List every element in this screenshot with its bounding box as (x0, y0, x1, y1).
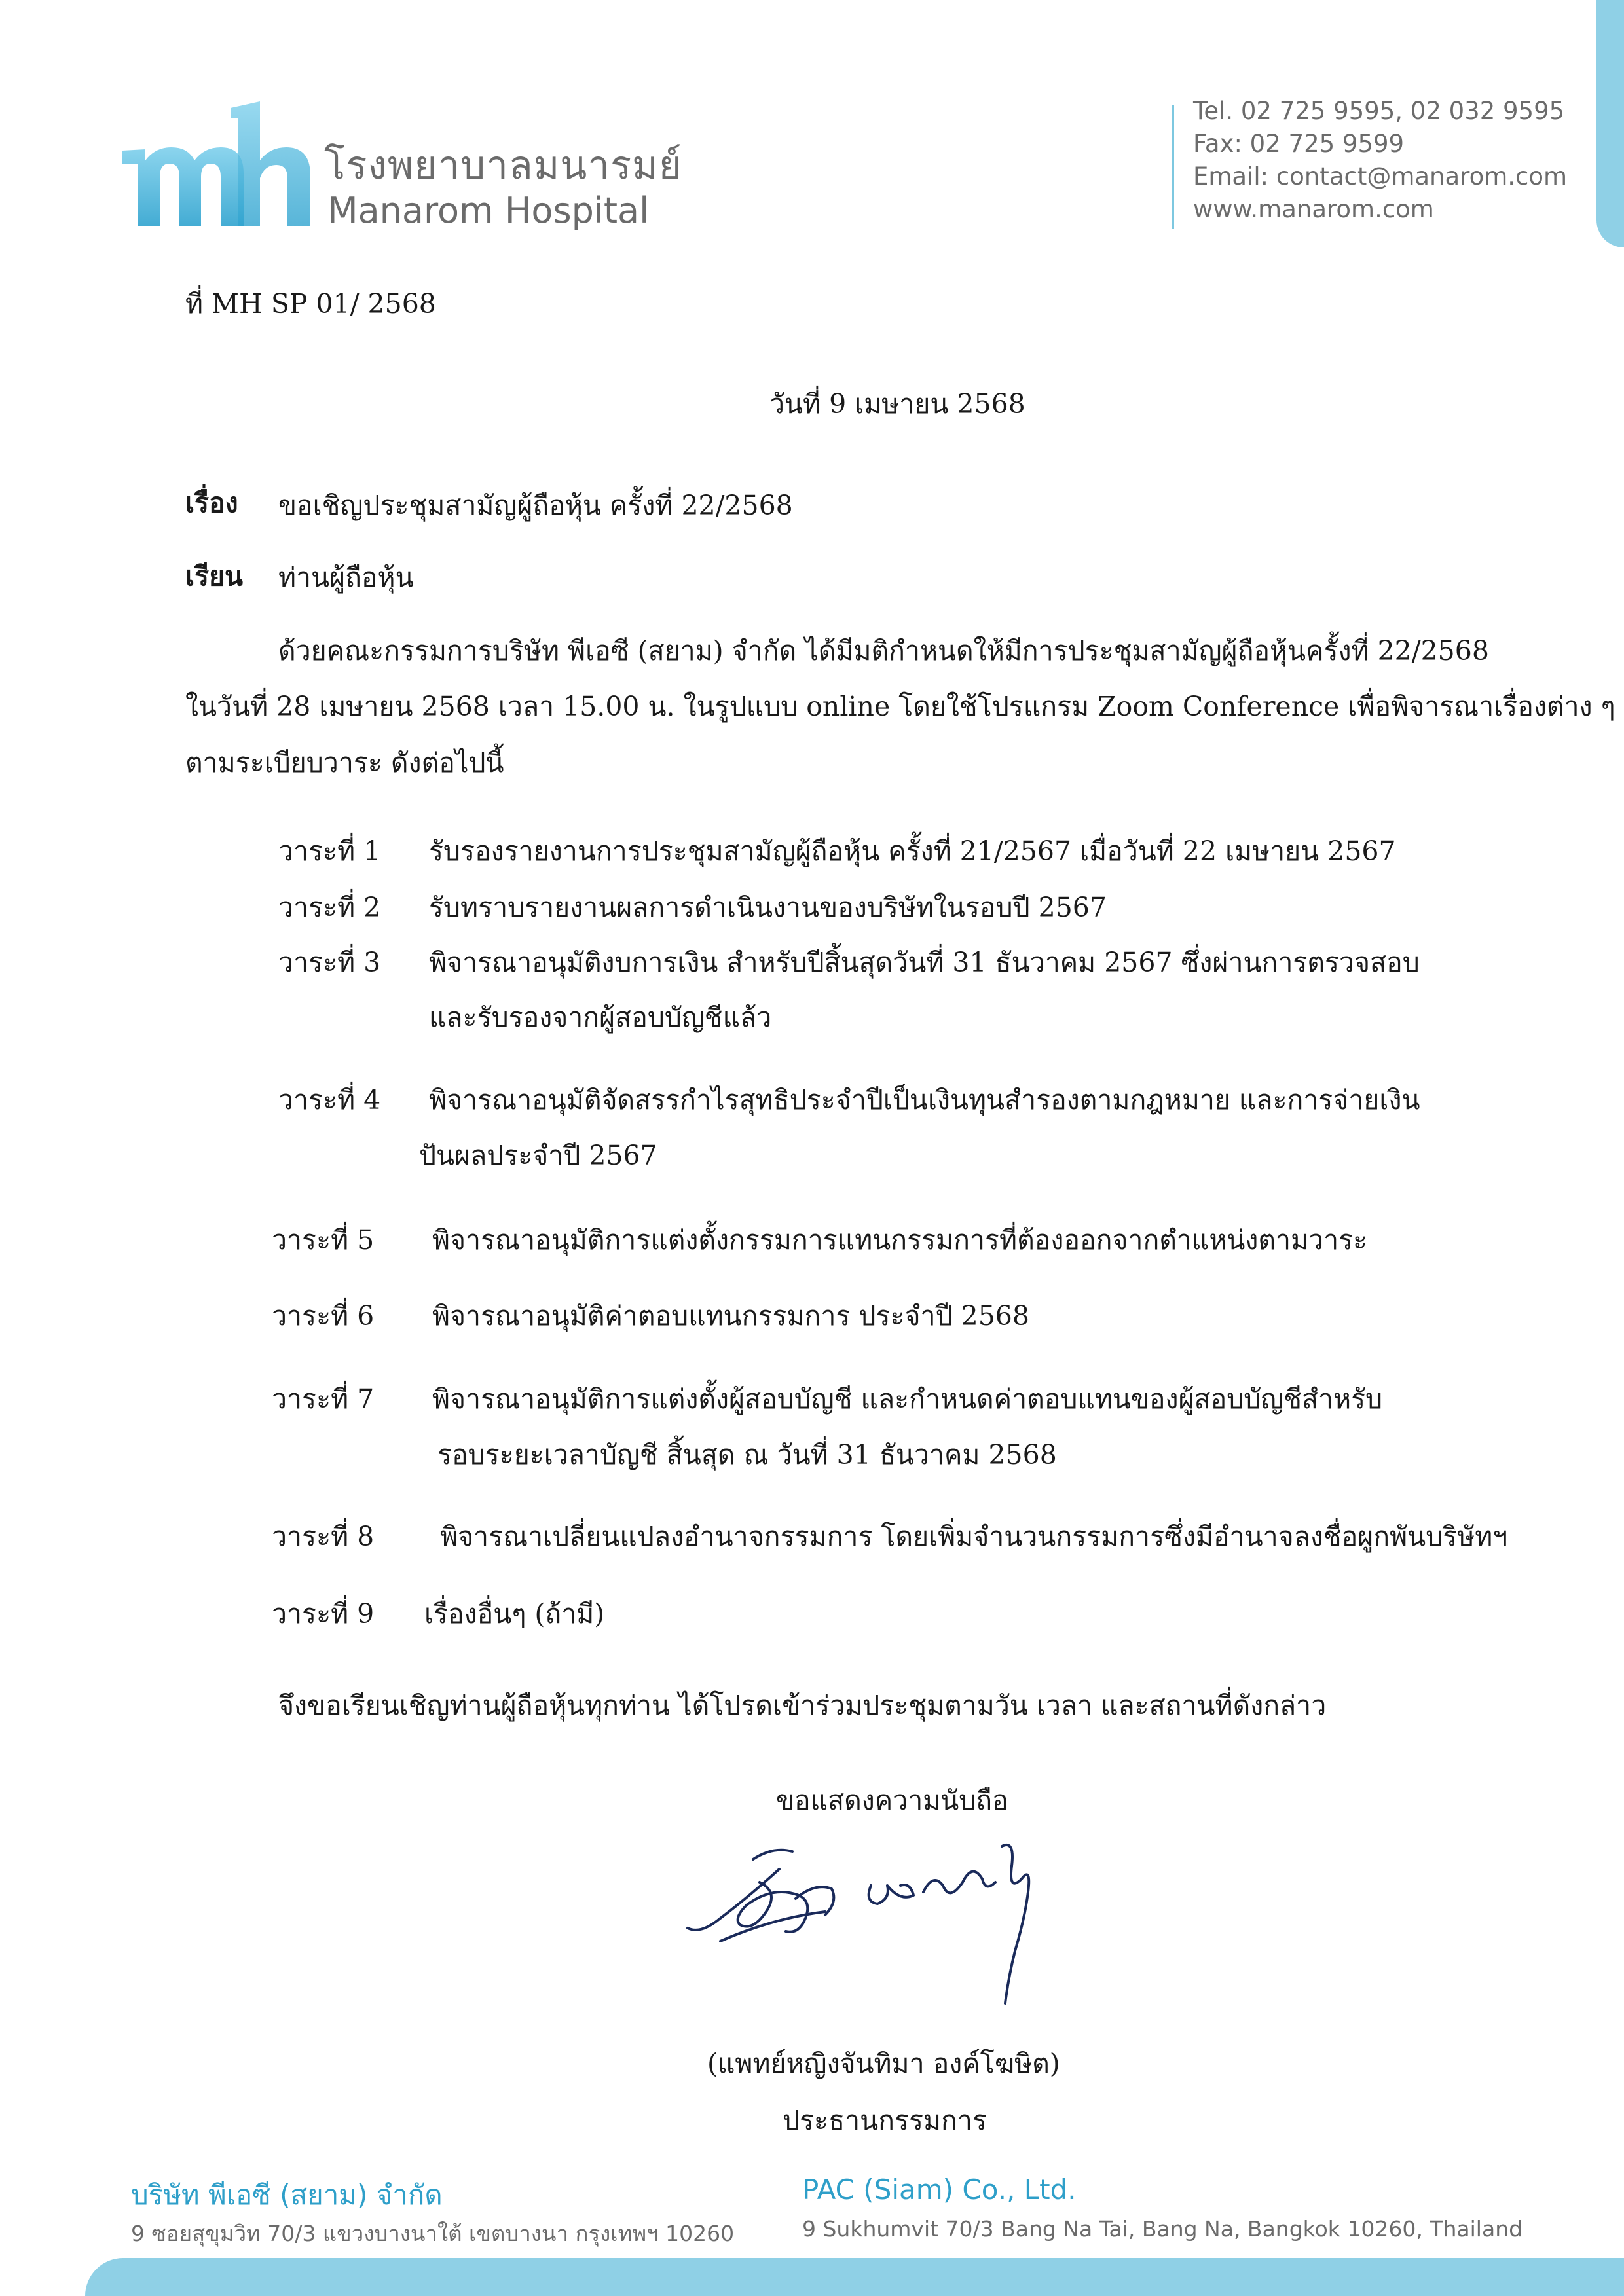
agenda-text: รับรองรายงานการประชุมสามัญผู้ถือหุ้น ครั้งที่ 21/2567 เมื่อวันที่ 22 เมษายน 2567 (429, 835, 1396, 867)
decorative-strip-bottom (85, 2258, 1624, 2296)
closing-invitation: จึงขอเรียนเชิญท่านผู้ถือหุ้นทุกท่าน ได้โปรดเข้าร่วมประชุมตามวัน เวลา และสถานที่ดังกล่าว (278, 1690, 1327, 1721)
agenda-label: วาระที่ 1 (278, 835, 381, 867)
decorative-strip-right (1596, 0, 1624, 247)
agenda-text: พิจารณาอนุมัติการแต่งตั้งผู้สอบบัญชี และกำหนดค่าตอบแทนของผู้สอบบัญชีสำหรับ (432, 1383, 1383, 1415)
hospital-name-english: Manarom Hospital (327, 190, 650, 231)
regards: ขอแสดงความนับถือ (776, 1785, 1008, 1816)
letter-date: วันที่ 9 เมษายน 2568 (769, 388, 1025, 420)
agenda-label: วาระที่ 2 (278, 892, 381, 923)
agenda-label: วาระที่ 3 (278, 947, 381, 978)
footer-address-thai: 9 ซอยสุขุมวิท 70/3 แขวงบางนาใต้ เขตบางนา กรุงเทพฯ 10260 (131, 2221, 735, 2246)
contact-fax: Fax: 02 725 9599 (1193, 130, 1405, 158)
footer-company-english: PAC (Siam) Co., Ltd. (802, 2174, 1077, 2206)
recipient-text: ท่านผู้ถือหุ้น (278, 562, 414, 593)
agenda-text: เรื่องอื่นๆ (ถ้ามี) (424, 1598, 605, 1630)
footer-address-english: 9 Sukhumvit 70/3 Bang Na Tai, Bang Na, Bangkok 10260, Thailand (802, 2216, 1523, 2242)
intro-line: ตามระเบียบวาระ ดังต่อไปนี้ (185, 747, 504, 778)
handwritten-signature-icon (674, 1820, 1080, 2016)
agenda-label: วาระที่ 4 (278, 1084, 381, 1116)
reference-number: ที่ MH SP 01/ 2568 (185, 288, 436, 319)
subject-text: ขอเชิญประชุมสามัญผู้ถือหุ้น ครั้งที่ 22/2568 (278, 490, 793, 521)
agenda-text: พิจารณาอนุมัติค่าตอบแทนกรรมการ ประจำปี 2568 (432, 1300, 1029, 1332)
agenda-label: วาระที่ 6 (272, 1300, 375, 1332)
contact-tel: Tel. 02 725 9595, 02 032 9595 (1193, 97, 1565, 125)
signer-title: ประธานกรรมการ (783, 2105, 987, 2136)
agenda-label: วาระที่ 7 (272, 1383, 375, 1415)
recipient-label: เรียน (185, 560, 244, 592)
agenda-text: พิจารณาอนุมัติงบการเงิน สำหรับปีสิ้นสุดวันที่ 31 ธันวาคม 2567 ซึ่งผ่านการตรวจสอบ (429, 947, 1420, 978)
agenda-label: วาระที่ 9 (272, 1598, 375, 1630)
footer-company-thai: บริษัท พีเอซี (สยาม) จำกัด (131, 2179, 443, 2211)
contact-divider (1172, 105, 1174, 229)
hospital-logo-icon (119, 98, 316, 232)
agenda-text: ปันผลประจำปี 2567 (419, 1140, 657, 1171)
agenda-text: พิจารณาเปลี่ยนแปลงอำนาจกรรมการ โดยเพิ่มจำนวนกรรมการซึ่งมีอำนาจลงชื่อผูกพันบริษัทฯ (440, 1521, 1508, 1552)
agenda-text: และรับรองจากผู้สอบบัญชีแล้ว (429, 1002, 772, 1033)
contact-website: www.manarom.com (1193, 195, 1434, 223)
signer-name: (แพทย์หญิงจันทิมา องค์โฆษิต) (707, 2048, 1060, 2079)
agenda-text: พิจารณาอนุมัติการแต่งตั้งกรรมการแทนกรรมการที่ต้องออกจากตำแหน่งตามวาระ (432, 1224, 1368, 1256)
subject-label: เรื่อง (185, 487, 238, 519)
agenda-text: รอบระยะเวลาบัญชี สิ้นสุด ณ วันที่ 31 ธันวาคม 2568 (437, 1439, 1057, 1470)
hospital-name-thai: โรงพยาบาลมนารมย์ (324, 143, 682, 189)
agenda-label: วาระที่ 8 (272, 1521, 375, 1552)
agenda-label: วาระที่ 5 (272, 1224, 375, 1256)
intro-line: ด้วยคณะกรรมการบริษัท พีเอซี (สยาม) จำกัด ได้มีมติกำหนดให้มีการประชุมสามัญผู้ถือหุ้นครั้งที่ 22/2568 (278, 635, 1489, 666)
intro-line: ในวันที่ 28 เมษายน 2568 เวลา 15.00 น. ในรูปแบบ online โดยใช้โปรแกรม Zoom Conference เพื่อพิจารณาเรื่องต่าง ๆ (185, 691, 1615, 722)
contact-email: Email: contact@manarom.com (1193, 162, 1568, 191)
agenda-text: รับทราบรายงานผลการดำเนินงานของบริษัทในรอบปี 2567 (429, 892, 1107, 923)
agenda-text: พิจารณาอนุมัติจัดสรรกำไรสุทธิประจำปีเป็นเงินทุนสำรองตามกฎหมาย และการจ่ายเงิน (429, 1084, 1420, 1116)
